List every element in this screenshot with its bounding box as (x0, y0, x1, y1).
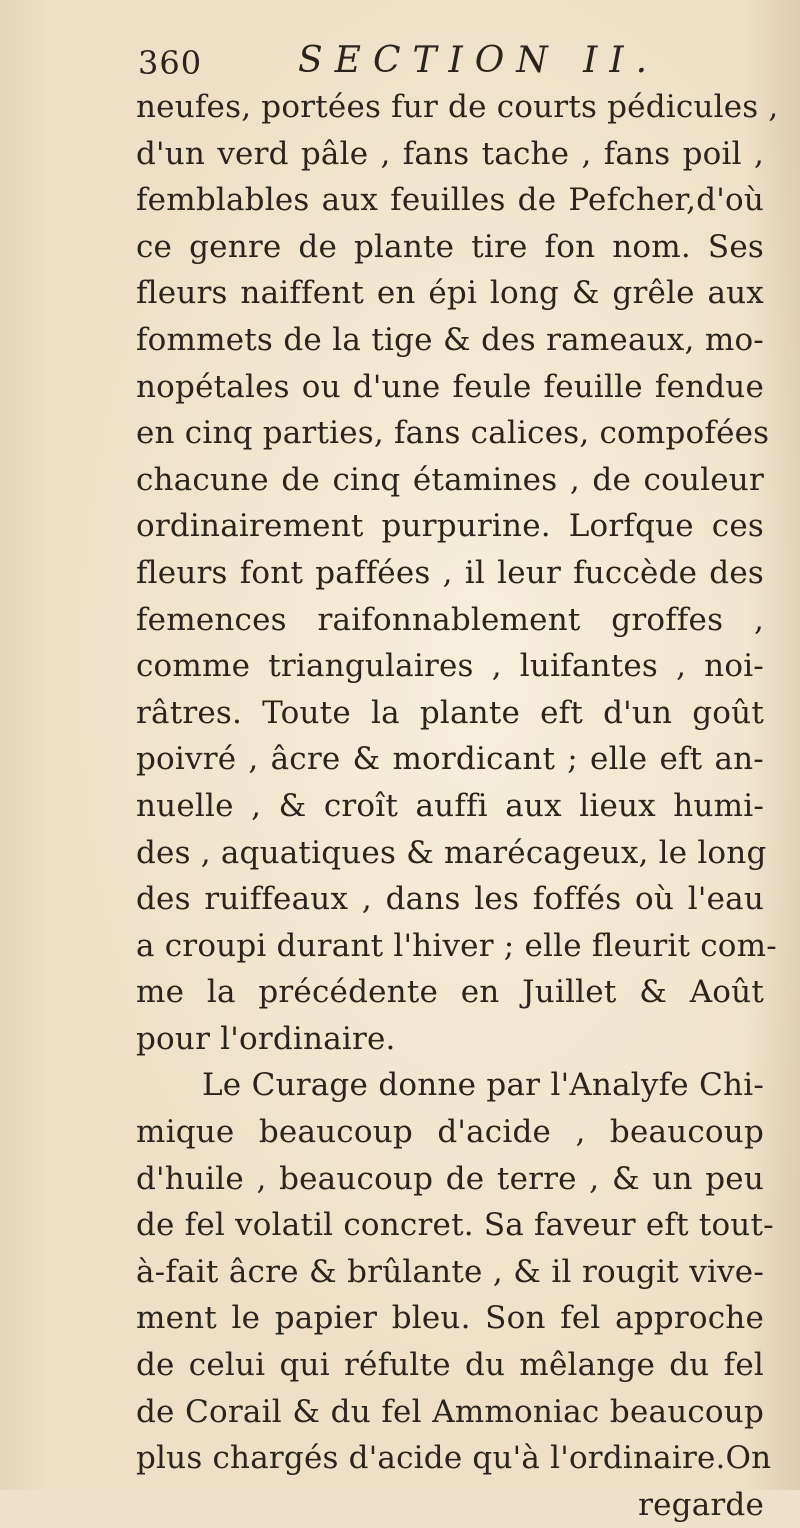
text-line: nopétales ou d'une feule feuille fendue (136, 368, 764, 405)
text-line: mique beaucoup d'acide , beaucoup (136, 1114, 764, 1151)
text-line: râtres. Toute la plante eft d'un goût (136, 694, 764, 731)
text-line: des ruiffeaux , dans les foffés où l'eau (136, 881, 764, 918)
text-line: ce genre de plante tire fon nom. Ses (136, 228, 764, 265)
text-line: d'un verd pâle , fans tache , fans poil , (136, 135, 764, 172)
paragraph-start-line: Le Curage donne par l'Analyfe Chi- (202, 1067, 764, 1104)
text-line: fleurs font paffées , il leur fuccède des (136, 554, 764, 591)
text-line: comme triangulaires , luifantes , noi- (136, 648, 764, 685)
text-line: poivré , âcre & mordicant ; elle eft an- (136, 741, 764, 778)
text-line: d'huile , beaucoup de terre , & un peu (136, 1160, 764, 1197)
text-line: en cinq parties, fans calices, compofées (136, 415, 770, 452)
text-line: plus chargés d'acide qu'à l'ordinaire.On (136, 1440, 772, 1477)
text-line: de fel volatil concret. Sa faveur eft tout- (136, 1207, 774, 1244)
catchword: regarde (638, 1486, 764, 1523)
text-line: à-fait âcre & brûlante , & il rougit vive- (136, 1253, 764, 1290)
text-line: ment le papier bleu. Son fel approche (136, 1300, 764, 1337)
text-line: des , aquatiques & marécageux, le long (136, 834, 767, 871)
body-text (136, 84, 779, 1528)
text-line: femblables aux feuilles de Pefcher,d'où (136, 182, 764, 219)
page-number: 360 (138, 44, 203, 82)
text-line: de Corail & du fel Ammoniac beaucoup (136, 1393, 764, 1430)
text-line: fommets de la tige & des rameaux, mo- (136, 321, 764, 358)
text-line: ordinairement purpurine. Lorfque ces (136, 508, 764, 545)
text-line: fleurs naiffent en épi long & grêle aux (136, 275, 764, 312)
text-line: a croupi durant l'hiver ; elle fleurit com- (136, 927, 777, 964)
text-line: neufes, portées fur de courts pédicules , (136, 89, 779, 125)
section-title: SECTION II. (298, 40, 660, 81)
text-line: nuelle , & croît auffi aux lieux humi- (136, 787, 764, 824)
text-line: de celui qui réfulte du mêlange du fel (136, 1347, 764, 1384)
text-line: me la précédente en Juillet & Août (136, 974, 764, 1011)
text-line: chacune de cinq étamines , de couleur (136, 461, 764, 498)
paragraph-end-line: pour l'ordinaire. (136, 1020, 396, 1057)
text-line: femences raifonnablement groffes , (136, 601, 764, 638)
